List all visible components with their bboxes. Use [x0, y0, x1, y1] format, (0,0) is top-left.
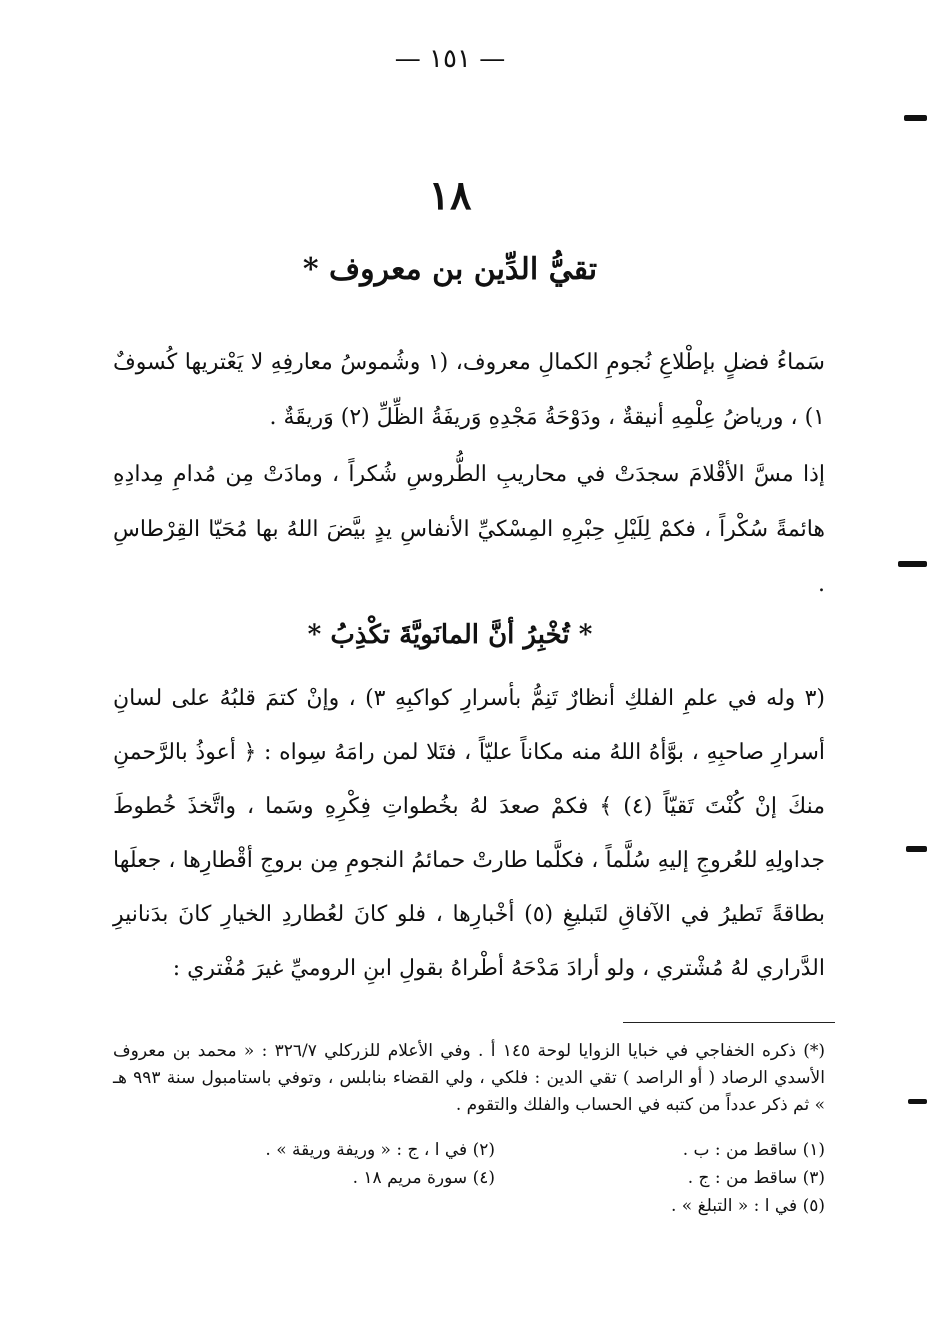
footnote-row [113, 1192, 825, 1220]
scan-edge-mark [898, 561, 927, 567]
footnote-list [113, 1136, 825, 1220]
scan-edge-mark [904, 115, 927, 121]
footnote-empty [113, 1192, 495, 1220]
paragraph-intro: سَماءُ فضلٍ بإطْلاعِ نُجومِ الكمالِ معروف، (١ وشُموسُ معارفِهِ لا يَعْتريها كُسوفٌ ١) ، ورياضُ عِلْمِهِ أنيقةٌ ، ودَوْحَةُ مَجْدِهِ وَريفَةُ الظِّلِّ (٢) وَريقَةٌ . [113, 350, 825, 430]
chapter-title: تقيُّ الدِّين بن معروف * [302, 252, 598, 287]
footnote-divider [623, 1022, 835, 1023]
page-number: — ١٥١ — [394, 44, 506, 74]
footnote-star: (*) ذكره الخفاجي في خبايا الزوايا لوحة ١٤٥ أ . وفي الأعلام للزركلي ٣٢٦/٧ : « محمد بن معروف الأسدي الرصاد ( أو الراصد ) تقي الدين : فلكي ، ولي القضاء بنابلس ، وتوفي باستامبول سنة ٩٩٣ هـ » ثم ذكر عدداً من كتبه في الحساب والفلك والتقوم . [113, 1041, 826, 1115]
footnote-row [113, 1136, 825, 1164]
scan-edge-mark [906, 846, 927, 852]
chapter-number: ١٨ [428, 172, 472, 219]
paragraph-pen: إذا مسَّ الأقْلامَ سجدَتْ في محاريبِ الطُّروسِ شُكراً ، ومادَتْ مِن مُدامِ مِدادِهِ هائمةً سُكْراً ، فكمْ لِلَيْلِ حِبْرِهِ المِسْكيِّ الأنفاسِ يدٍ بيَّضَ اللهُ بها مُحَيّا القِرْطاسِ . [113, 462, 825, 597]
paragraph-astronomy: (٣ وله في علمِ الفلكِ أنظارٌ تَنِمُّ بأسرارِ كواكبِهِ ٣) ، وإنْ كتمَ قلبُهُ على لسانِ أسرارِ صاحبِهِ ، بوَّأهُ اللهُ منه مكاناً عليّاً ، فتَلا لمن رامَهُ سِواه : ﴿ أعوذُ بالرَّحمنِ منكَ إنْ كُنْتَ تَقيّاً (٤) ﴾ فكمْ صعدَ لهُ بخُطواتِ فِكْرِهِ وسَما ، واتَّخذَ خُطوطَ جداولِهِ للعُروجِ إليهِ سُلَّماً ، فكلَّما طارتْ حمائمُ النجومِ مِن بروجِ أقْطارِها ، جعلَها بطاقةً تَطيرُ في الآفاقِ لتَبليغِ (٥) أخْبارِها ، فلو كانَ لعُطاردِ الخيارِ كانَ بدَنانيرِ الدَّراري لهُ مُشْتري ، ولو أرادَ مَدْحَهُ أطْراهُ بقولِ ابنِ الروميِّ غيرَ مُفْتري : [113, 686, 826, 981]
footnote-3: (٣) ساقط من : ج . [687, 1168, 825, 1188]
footnote-2: (٢) في ا ، ج : « وريفة وريقة » . [265, 1140, 495, 1160]
footnote-5: (٥) في ا : « التبلغ » . [670, 1196, 825, 1216]
scan-edge-mark [908, 1099, 927, 1104]
footnote-row [113, 1164, 825, 1192]
verse-heading: * تُخْبِرُ أنَّ المانَويَّةَ تكْذِبُ * [307, 620, 593, 650]
footnote-1: (١) ساقط من : ب . [682, 1140, 825, 1160]
footnote-4: (٤) سورة مريم ١٨ . [352, 1168, 495, 1188]
